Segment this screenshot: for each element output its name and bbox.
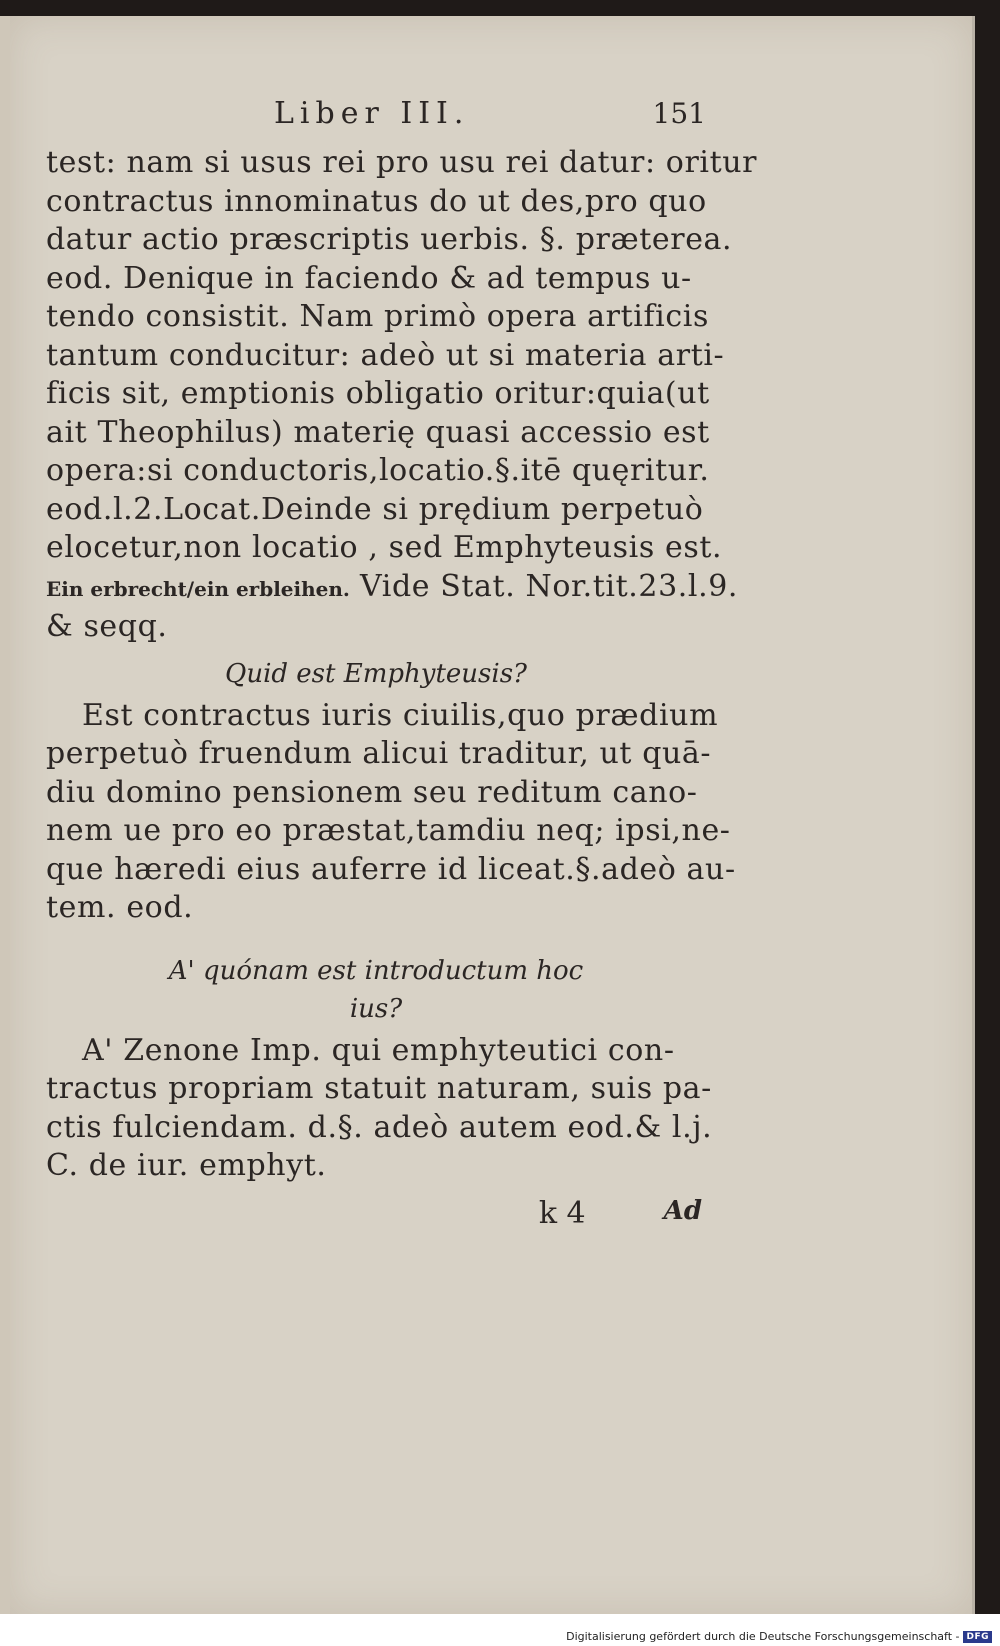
folio-number: 151 [652, 97, 706, 130]
footer-text: Digitalisierung gefördert durch die Deutsche Forschungsgemeinschaft - [566, 1630, 960, 1643]
running-head-title: Liber III. [274, 96, 470, 131]
text-line: que hæredi eius auferre id liceat.§.adeò au- [46, 851, 736, 887]
german-gloss: Ein erbrecht/ein erbleihen. [46, 576, 350, 601]
text-line: contractus innominatus do ut des,pro quo [46, 183, 707, 219]
text-line: tem. eod. [46, 890, 194, 925]
citation-text: Vide Stat. Nor.tit.23.l.9. [349, 568, 739, 604]
paragraph-2 [46, 697, 736, 928]
text-line: ficis sit, emptionis obligatio oritur:quia(ut [46, 376, 710, 411]
text-line: tractus propriam statuit naturam, suis pa- [46, 1071, 712, 1106]
text-line: Est contractus iuris ciuilis,quo prædium [82, 697, 719, 733]
paragraph-3 [46, 1032, 713, 1186]
paragraph-1 [46, 144, 758, 647]
section-heading: Quid est Emphyteusis? [225, 658, 527, 689]
text-line: nem ue pro eo præstat,tamdiu neq; ipsi,ne- [46, 813, 731, 848]
text-line: & seqq. [46, 609, 168, 644]
signature-row [46, 1196, 706, 1231]
text-line: ctis fulciendam. d.§. adeò autem eod.& l.j. [46, 1109, 713, 1145]
text-line: perpetuò fruendum alicui traditur, ut quā- [46, 736, 712, 771]
text-line: tendo consistit. Nam primò opera artificis [46, 299, 709, 334]
text-line: eod.l.2.Locat.Deinde si prędium perpetuò [46, 491, 704, 527]
text-line: tantum conducitur: adeò ut si materia arti- [46, 337, 725, 373]
text-line: diu domino pensionem seu reditum cano- [46, 774, 698, 810]
text-line: opera:si conductoris,locatio.§.itē quęritur. [46, 453, 710, 488]
text-line-mixed [46, 568, 739, 609]
text-line: elocetur,non locatio , sed Emphyteusis est. [46, 530, 723, 565]
text-line: datur actio præscriptis uerbis. §. præterea. [46, 222, 733, 257]
section-heading [46, 952, 706, 1028]
footer-credit [566, 1630, 992, 1643]
text-line: eod. Denique in faciendo & ad tempus u- [46, 260, 692, 296]
text-line: ait Theophilus) materię quasi accessio est [46, 414, 710, 450]
section-heading-line: ius? [349, 993, 403, 1024]
signature-mark: k 4 [538, 1195, 586, 1231]
section-heading-line: A' quónam est introductum hoc [168, 955, 584, 986]
text-line: A' Zenone Imp. qui emphyteutici con- [82, 1032, 675, 1068]
text-line: test: nam si usus rei pro usu rei datur: oritur [46, 145, 758, 180]
page-text-block [46, 96, 758, 1231]
dfg-logo: DFG [963, 1631, 992, 1643]
catchword: Ad [663, 1195, 702, 1226]
text-line: C. de iur. emphyt. [46, 1148, 327, 1183]
running-head [46, 96, 706, 144]
page-left-edge [0, 16, 10, 1614]
